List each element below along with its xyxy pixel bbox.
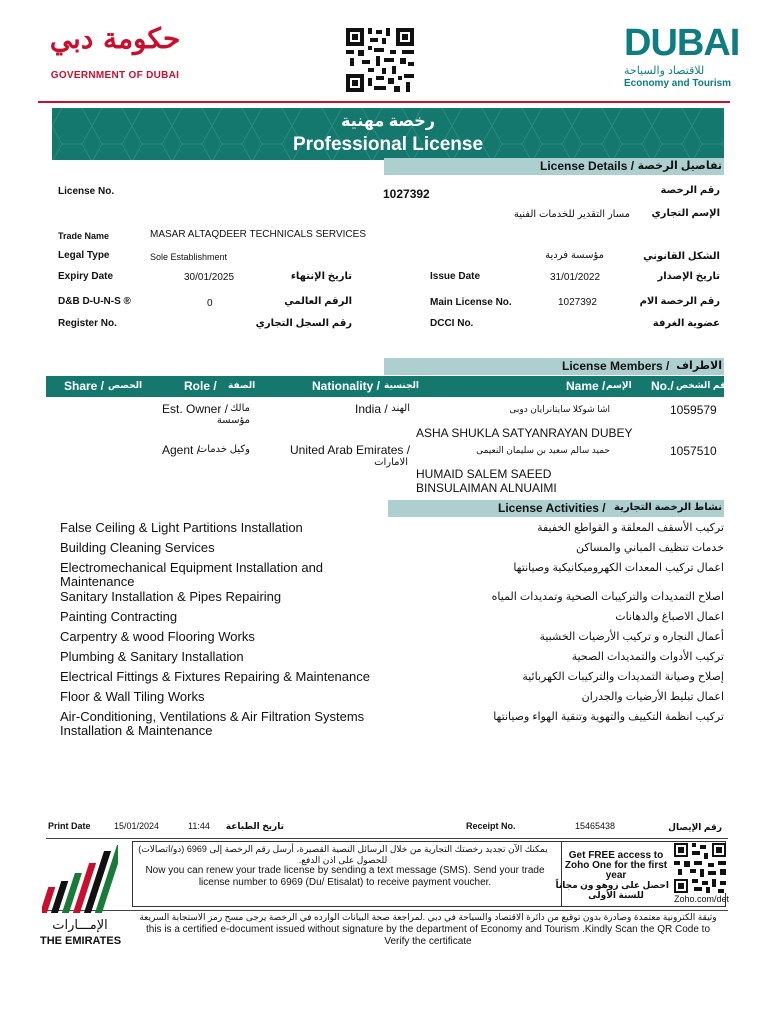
license-no-label: License No.: [58, 186, 115, 197]
zoho-offer-ar-1: احصل على زوهو ون مجاناً: [555, 880, 669, 890]
dubai-logo-arabic: للاقتصاد والسياحة: [624, 65, 705, 77]
print-time-value: 11:44: [188, 821, 210, 831]
license-details-heading-ar: تفاصيل الرخصة: [637, 160, 722, 172]
activity-5: Painting Contracting: [60, 609, 178, 624]
zoho-offer-2: Zoho One for the first: [564, 860, 668, 871]
dcci-no-label: DCCI No.: [430, 318, 474, 329]
receipt-no-label: Receipt No.: [466, 821, 516, 831]
member-2-nationality: United Arab Emirates /: [290, 443, 411, 457]
activity-1: False Ceiling & Light Partitions Installation: [60, 520, 303, 535]
issue-date-value: 31/01/2022: [550, 272, 601, 283]
expiry-date-value: 30/01/2025: [184, 272, 235, 283]
col-name: Name /: [566, 379, 606, 393]
member-2-name-line-2: BINSULAIMAN ALNUAIMI: [416, 481, 557, 495]
main-license-label: Main License No.: [430, 297, 512, 308]
col-name-ar: الإسم: [606, 380, 632, 390]
receipt-no-label-ar: رقم الإيصال: [668, 822, 722, 832]
member-2-nationality-ar: الامارات: [374, 457, 408, 468]
license-no-label-ar: رقم الرخصة: [660, 185, 720, 196]
member-2-name: HUMAID SALEM SAEED: [416, 467, 552, 481]
sms-renewal-ar: يمكنك الآن تجديد رخصتك التجارية من خلال الرسائل النصية القصيرة، أرسل رقم الرخصة إلى 6969 (دو/اتصالات) للحصول على اذن الدفع.: [138, 844, 548, 865]
license-members-bar: [384, 358, 724, 375]
dcci-no-label-ar: عضوية الغرفة: [652, 318, 720, 329]
main-license-value: 1027392: [558, 297, 597, 308]
col-nationality-ar: الجنسية: [384, 380, 419, 390]
member-1-nationality: India /: [355, 402, 388, 416]
col-role: Role /: [184, 379, 217, 393]
member-1-role: Est. Owner /: [162, 402, 229, 416]
certified-note-en-1: this is a certified e-document issued without signature by the department of Economy and Tourism .Kindly Scan the QR Code to: [146, 924, 710, 935]
expiry-date-label-ar: تاريخ الإنتهاء: [290, 271, 352, 282]
member-2-role: Agent /: [162, 443, 201, 457]
sms-renewal-box: [132, 841, 730, 907]
trade-name-label: Trade Name: [58, 231, 110, 241]
box-separator: [561, 842, 562, 906]
print-date-label: Print Date: [48, 821, 91, 831]
qr-code-icon: [346, 28, 414, 92]
activity-10-ar: تركيب انظمة التكييف والتهوية وتنقية الهواء وصيانتها: [493, 711, 724, 723]
duns-value: 0: [207, 298, 213, 309]
sms-renewal-en-2: license number to 6969 (Du/ Etisalat) to receive payment voucher.: [198, 877, 492, 888]
header-divider: [38, 101, 730, 103]
activity-9-ar: اعمال تبليط الأرضيات والجدران: [581, 691, 724, 703]
trade-name-value: MASAR ALTAQDEER TECHNICALS SERVICES: [150, 229, 366, 240]
receipt-no-value: 15465438: [575, 821, 616, 831]
issue-date-label: Issue Date: [430, 271, 481, 282]
certified-note-ar: وثيقة الكترونية معتمدة وصادرة بدون توقيع من دائرة الاقتصاد والسياحة في دبي .لمراجعة صحة البيانات الوارده في الرخصة يرجى مسح رمز الاستجابة السريعة: [139, 912, 717, 922]
activity-3-line-2: Maintenance: [60, 574, 135, 589]
activity-10-line-2: Installation & Maintenance: [60, 723, 213, 738]
emirates-logo-en: THE EMIRATES: [40, 935, 122, 947]
license-details-heading: License Details /: [540, 159, 635, 173]
col-no: No./: [651, 379, 674, 393]
emirates-flag-stripes-icon: [42, 845, 118, 915]
activity-6: Carpentry & wood Flooring Works: [60, 629, 255, 644]
member-1-name-ar: اشا شوكلا سايتانرايان دوبى: [509, 404, 610, 414]
dubai-economy-tourism-logo: [620, 22, 740, 92]
expiry-date-label: Expiry Date: [58, 271, 114, 282]
main-license-label-ar: رقم الرخصة الام: [639, 296, 720, 307]
activity-7-ar: تركيب الأدوات والتمديدات الصحية: [571, 651, 724, 663]
activity-2: Building Cleaning Services: [60, 540, 215, 555]
activity-2-ar: خدمات تنظيف المباني والمساكن: [576, 542, 724, 554]
gov-logo-arabic: حكومة دبي: [49, 22, 181, 55]
activity-1-ar: تركيب الأسقف المعلقة و القواطع الخفيفة: [537, 522, 724, 534]
print-date-label-ar: تاريخ الطباعة: [225, 821, 284, 831]
member-2-number: 1057510: [670, 444, 717, 458]
trade-name-ar-label: الإسم التجاري: [651, 208, 720, 219]
col-nationality: Nationality /: [312, 379, 381, 393]
member-2-role-ar: وكيل خدمات: [197, 444, 250, 455]
license-members-heading-ar: الاطراف: [676, 360, 722, 372]
member-2-name-ar: حميد سالم سعيد بن سليمان النعيمى: [476, 445, 610, 455]
activity-7: Plumbing & Sanitary Installation: [60, 649, 244, 664]
member-1-nationality-ar: الهند: [391, 403, 410, 414]
member-1-number: 1059579: [670, 403, 717, 417]
certified-note-en-2: Verify the certificate: [384, 936, 472, 947]
activity-4: Sanitary Installation & Pipes Repairing: [60, 589, 282, 604]
col-share: Share /: [64, 379, 105, 393]
gov-logo-english: GOVERNMENT OF DUBAI: [50, 70, 180, 81]
register-no-label-ar: رقم السجل التجاري: [255, 318, 352, 329]
trade-name-ar-value: مسار التقدير للخدمات الفنية: [513, 209, 630, 220]
print-date-value: 15/01/2024: [114, 821, 160, 831]
members-table-header: [46, 376, 732, 397]
activity-6-ar: أعمال النجاره و تركيب الأرضيات الخشبية: [539, 631, 724, 643]
member-1-name: ASHA SHUKLA SATYANRAYAN DUBEY: [416, 426, 633, 440]
col-role-ar: الصفة: [228, 380, 256, 390]
title-english: Professional License: [292, 134, 484, 155]
title-banner: [52, 108, 724, 160]
activity-5-ar: اعمال الاصباغ والدهانات: [615, 611, 724, 623]
sms-renewal-en-1: Now you can renew your trade license by sending a text message (SMS). Send your trade: [145, 865, 545, 876]
activity-8-ar: إصلاح وصيانة التمديدات والتركيبات الكهربائية: [522, 671, 724, 683]
zoho-url: Zoho.com/det: [674, 894, 730, 904]
activity-10: Air-Conditioning, Ventilations & Air Filtration Systems: [60, 709, 365, 724]
col-share-ar: الحصص: [108, 380, 143, 390]
footer-divider-bottom: [46, 910, 728, 911]
activity-8: Electrical Fittings & Fixtures Repairing & Maintenance: [60, 669, 370, 684]
license-no-value: 1027392: [383, 187, 430, 201]
license-activities-heading: License Activities /: [498, 501, 606, 515]
legal-type-ar-value: مؤسسة فردية: [545, 250, 604, 261]
activity-3-ar: اعمال تركيب المعدات الكهروميكانيكية وصيانتها: [513, 562, 724, 574]
emirates-logo-ar: الإمـــارات: [52, 917, 108, 932]
the-emirates-logo: [40, 845, 120, 949]
dubai-logo-english: Economy and Tourism: [624, 78, 732, 89]
zoho-qr-code-icon: [674, 843, 726, 893]
member-1-role-ar-2: مؤسسة: [216, 415, 250, 426]
activity-3: Electromechanical Equipment Installation and: [60, 560, 324, 575]
zoho-offer-1: Get FREE access to: [568, 850, 664, 861]
activity-4-ar: اصلاح التمديدات والتركيبات الصحية وتمديدات المياه: [491, 591, 724, 603]
legal-type-value: Sole Establishment: [150, 252, 228, 262]
legal-type-ar-label: الشكل القانوني: [643, 251, 720, 262]
col-no-ar: رقم الشخص: [676, 380, 732, 390]
title-arabic: رخصة مهنية: [341, 113, 435, 130]
footer-divider-top: [46, 838, 728, 839]
license-members-heading: License Members /: [562, 359, 670, 373]
duns-label: D&B D-U-N-S ®: [58, 296, 131, 307]
dubai-logo-word: DUBAI: [624, 22, 740, 64]
zoho-offer-3: year: [605, 870, 627, 881]
legal-type-label: Legal Type: [58, 250, 110, 261]
zoho-offer-ar-2: للسنة الأولى: [588, 890, 644, 900]
activity-9: Floor & Wall Tiling Works: [60, 689, 205, 704]
duns-label-ar: الرقم العالمي: [284, 296, 352, 307]
government-of-dubai-logo: [30, 22, 200, 86]
issue-date-label-ar: تاريخ الإصدار: [657, 271, 720, 282]
license-activities-heading-ar: نشاط الرخصة التجارية: [614, 502, 722, 513]
member-1-role-ar: مالك: [230, 403, 250, 414]
register-no-label: Register No.: [58, 318, 117, 329]
